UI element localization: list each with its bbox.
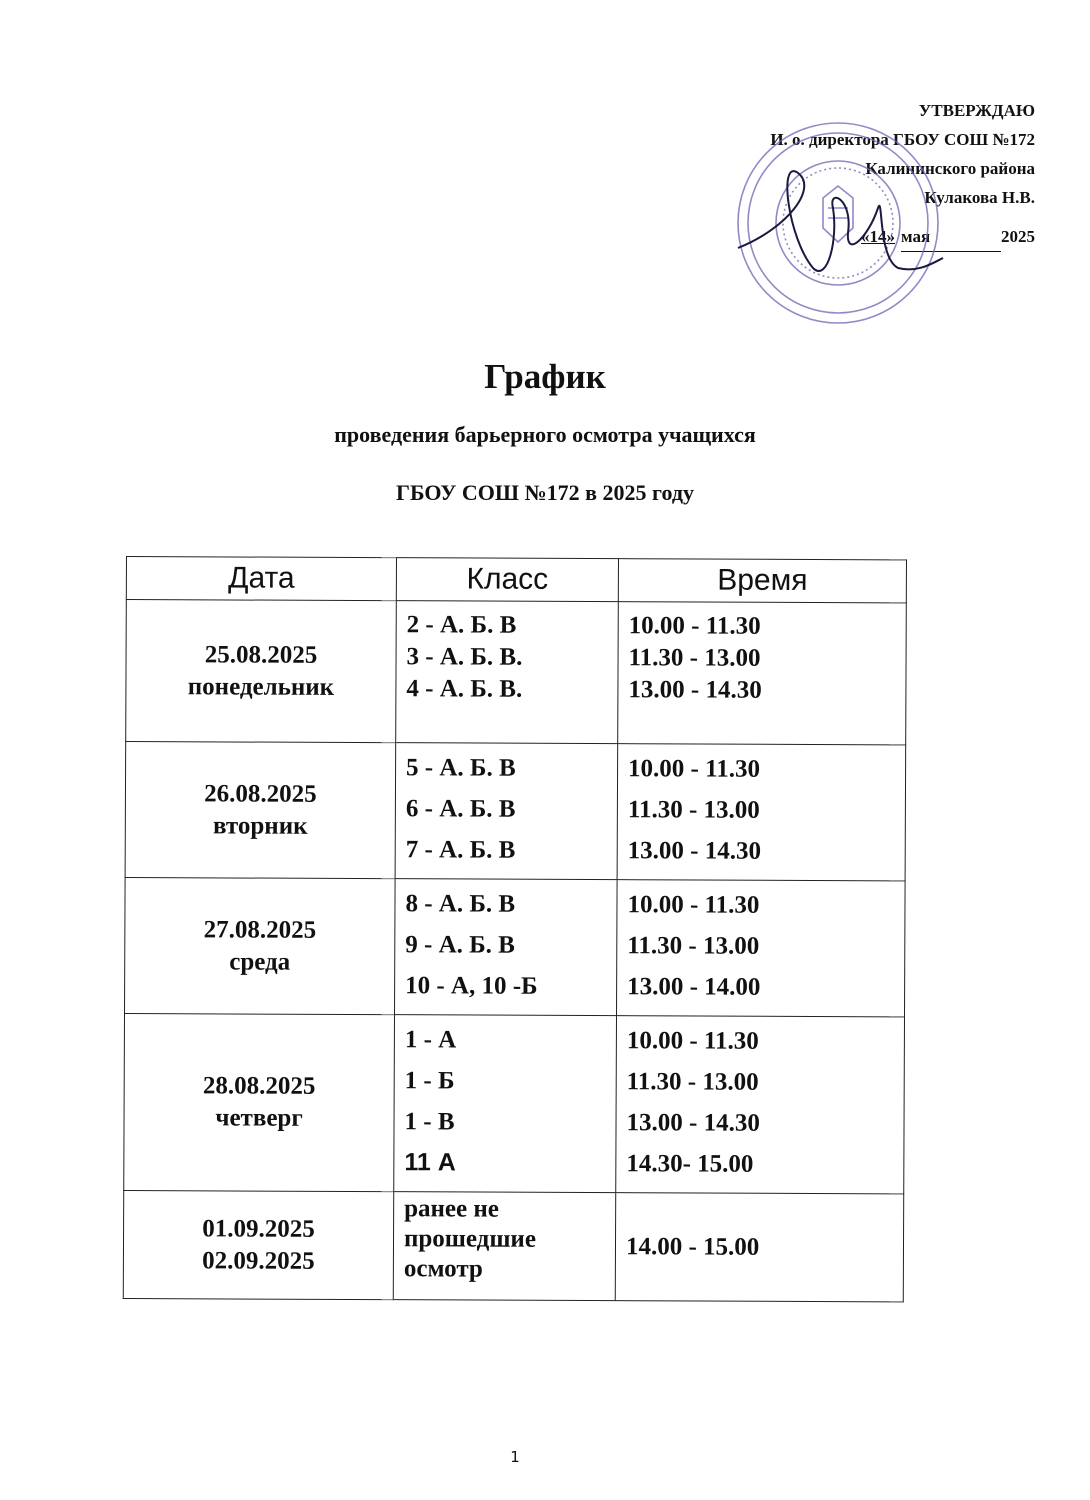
time-cell [615, 1193, 903, 1302]
class-value: 10 - А, 10 -Б [405, 972, 538, 1000]
time-cell [617, 744, 906, 881]
class-value: 6 - А. Б. В [405, 795, 516, 823]
time-value: 11.30 - 13.00 [628, 644, 761, 672]
document-subtitle-school: ГБОУ СОШ №172 в 2025 году [396, 480, 694, 505]
table-row [125, 877, 906, 1016]
date-value: 25.08.2025 [204, 640, 318, 669]
weekday: понедельник [187, 672, 335, 701]
date-value: 02.09.2025 [202, 1246, 315, 1275]
date-cell [123, 1190, 393, 1299]
time-value: 11.30 - 13.00 [626, 1068, 759, 1096]
official-stamp [728, 118, 948, 328]
time-value: 13.00 - 14.30 [627, 837, 762, 865]
class-value: 9 - А. Б. В [405, 931, 515, 959]
approval-district: Калининского района [865, 159, 1035, 178]
class-value: 5 - А. Б. В [406, 754, 516, 782]
weekday: среда [229, 947, 291, 976]
class-cell [394, 1015, 617, 1193]
time-value: 11.30 - 13.00 [627, 796, 760, 824]
date-value: 01.09.2025 [202, 1214, 315, 1243]
schedule-table [123, 556, 907, 1302]
class-value: 7 - А. Б. В [405, 836, 516, 864]
time-value: 13.00 - 14.30 [628, 676, 762, 704]
class-value: 8 - А. Б. В [405, 890, 516, 918]
table-row [123, 1190, 903, 1301]
column-header-time: Время [618, 559, 906, 603]
date-cell [126, 600, 397, 743]
time-value: 10.00 - 11.30 [628, 755, 761, 783]
time-value: 10.00 - 11.30 [628, 612, 761, 640]
time-value: 13.00 - 14.30 [626, 1109, 760, 1137]
column-header-class: Класс [396, 558, 618, 602]
time-cell [618, 602, 907, 745]
date-value: 28.08.2025 [202, 1072, 316, 1100]
class-value: ранее не [404, 1195, 499, 1223]
time-cell [616, 880, 905, 1017]
class-cell [393, 1192, 615, 1301]
date-value: 26.08.2025 [204, 779, 317, 808]
time-value: 14.30- 15.00 [626, 1150, 754, 1178]
class-value: 1 - А [404, 1026, 457, 1054]
time-value: 10.00 - 11.30 [627, 891, 760, 919]
page-number: 1 [510, 1448, 520, 1466]
signature [738, 171, 943, 271]
date-value: 27.08.2025 [203, 915, 317, 944]
approval-date-month: мая [901, 222, 1001, 252]
class-value: 11 А [404, 1148, 456, 1177]
class-value: осмотр [403, 1255, 483, 1283]
class-value: 3 - А. Б. В. [406, 643, 523, 671]
time-value: 14.00 - 15.00 [625, 1232, 760, 1261]
time-cell [616, 1016, 905, 1194]
class-value: 4 - А. Б. В. [406, 675, 523, 703]
class-cell [396, 601, 619, 744]
weekday: вторник [213, 811, 308, 840]
column-header-date: Дата [126, 557, 396, 601]
table-row [125, 742, 906, 881]
approval-date-year: 2025 [1001, 227, 1035, 246]
class-cell [395, 743, 618, 880]
time-value: 11.30 - 13.00 [627, 932, 760, 960]
weekday: четверг [215, 1104, 303, 1132]
approval-heading: УТВЕРЖДАЮ [918, 101, 1035, 120]
table-row [124, 1013, 905, 1193]
class-cell [395, 879, 618, 1016]
class-value: прошедшие [403, 1225, 537, 1253]
class-value: 1 - В [404, 1108, 455, 1136]
approval-position: И. о. директора ГБОУ СОШ №172 [770, 130, 1035, 149]
document-subtitle: проведения барьерного осмотра учащихся [334, 422, 756, 447]
approval-name: Кулакова Н.В. [924, 188, 1035, 207]
class-value: 2 - А. Б. В [406, 611, 517, 639]
approval-date-day: «14» [861, 227, 895, 246]
date-cell [124, 1013, 395, 1191]
date-cell [125, 877, 396, 1014]
time-value: 13.00 - 14.00 [627, 973, 761, 1001]
document-title: График [484, 357, 606, 396]
class-value: 1 - Б [404, 1067, 455, 1095]
time-value: 10.00 - 11.30 [626, 1027, 759, 1055]
date-cell [125, 742, 396, 879]
table-row [126, 600, 907, 745]
table-header-row [126, 557, 906, 603]
